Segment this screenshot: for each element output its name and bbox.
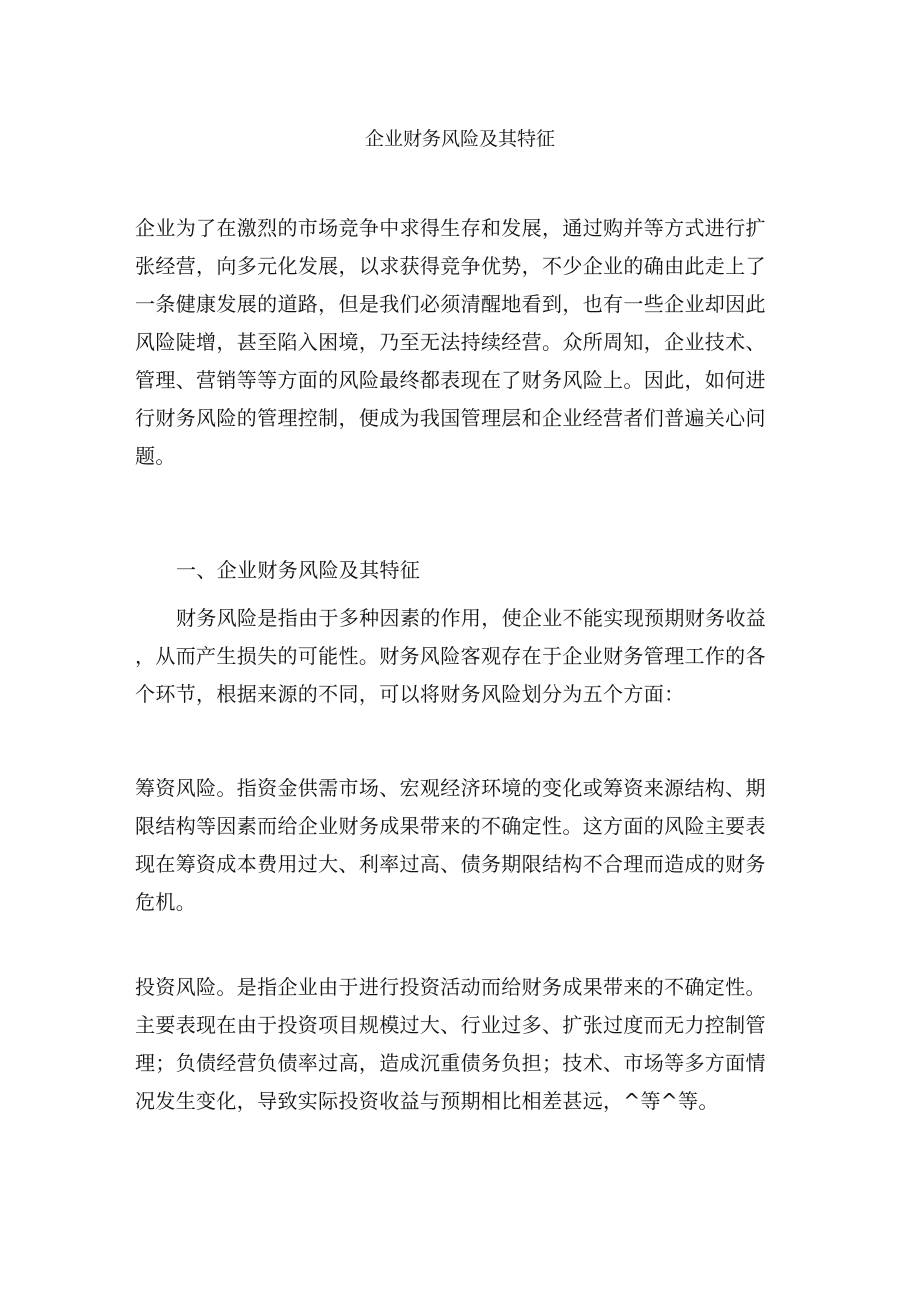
intro-paragraph bbox=[135, 209, 775, 475]
paragraph-line: 行财务风险的管理控制，便成为我国管理层和企业经营者们普遍关心问 bbox=[135, 406, 766, 430]
paragraph-line: ，从而产生损失的可能性。财务风险客观存在于企业财务管理工作的各 bbox=[135, 644, 766, 668]
paragraph-line: 主要表现在由于投资项目规模过大、行业过多、扩张过度而无力控制管 bbox=[135, 1013, 766, 1037]
definition-paragraph bbox=[135, 599, 775, 713]
document-title: 企业财务风险及其特征 bbox=[364, 128, 555, 150]
investment-risk-paragraph bbox=[135, 968, 775, 1120]
paragraph-line: 筹资风险。指资金供需市场、宏观经济环境的变化或筹资来源结构、期 bbox=[135, 776, 766, 800]
section-heading-text: 一、企业财务风险及其特征 bbox=[176, 558, 421, 582]
paragraph-line: 风险陡增，甚至陷入困境，乃至无法持续经营。众所周知，企业技术、 bbox=[135, 330, 766, 354]
paragraph-line: 管理、营销等等方面的风险最终都表现在了财务风险上。因此，如何进 bbox=[135, 368, 766, 392]
paragraph-line: 企业为了在激烈的市场竞争中求得生存和发展，通过购并等方式进行扩 bbox=[135, 216, 766, 240]
financing-risk-paragraph bbox=[135, 769, 775, 921]
paragraph-line: 张经营，向多元化发展，以求获得竞争优势，不少企业的确由此走上了 bbox=[135, 254, 766, 278]
paragraph-line: 个环节，根据来源的不同，可以将财务风险划分为五个方面： bbox=[135, 682, 685, 706]
paragraph-line: 投资风险。是指企业由于进行投资活动而给财务成果带来的不确定性。 bbox=[135, 975, 766, 999]
paragraph-line: 危机。 bbox=[135, 890, 197, 914]
paragraph-line: 况发生变化，导致实际投资收益与预期相比相差甚远，^等^等。 bbox=[135, 1089, 719, 1113]
section-heading bbox=[176, 551, 816, 589]
paragraph-line: 题。 bbox=[135, 444, 176, 468]
paragraph-line: 财务风险是指由于多种因素的作用，使企业不能实现预期财务收益 bbox=[176, 606, 767, 630]
paragraph-line: 限结构等因素而给企业财务成果带来的不确定性。这方面的风险主要表 bbox=[135, 814, 766, 838]
paragraph-line: 一条健康发展的道路，但是我们必须清醒地看到，也有一些企业却因此 bbox=[135, 292, 766, 316]
paragraph-line: 理；负债经营负债率过高，造成沉重债务负担；技术、市场等多方面情 bbox=[135, 1051, 766, 1075]
paragraph-line: 现在筹资成本费用过大、利率过高、债务期限结构不合理而造成的财务 bbox=[135, 852, 766, 876]
